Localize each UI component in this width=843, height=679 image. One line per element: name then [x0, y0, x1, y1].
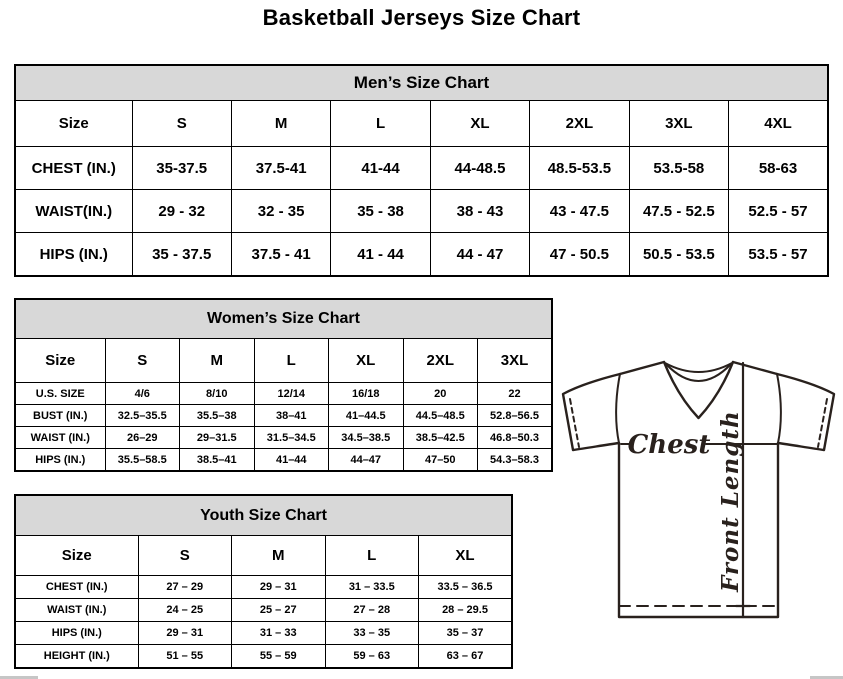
column-header: M	[180, 339, 255, 383]
column-header: S	[132, 101, 231, 147]
column-header: S	[138, 536, 232, 576]
cell-value: 35.5–38	[180, 405, 255, 427]
cell-value: 33.5 – 36.5	[419, 576, 513, 599]
cell-value: 35 – 37	[419, 622, 513, 645]
column-header: M	[232, 536, 326, 576]
cell-value: 53.5-58	[629, 147, 728, 190]
column-header: 2XL	[530, 101, 629, 147]
cell-value: 27 – 29	[138, 576, 232, 599]
row-label: WAIST(IN.)	[15, 190, 132, 233]
table-row	[15, 405, 552, 427]
cell-value: 31 – 33	[232, 622, 326, 645]
cell-value: 43 - 47.5	[530, 190, 629, 233]
table-row	[15, 190, 828, 233]
cell-value: 35 - 38	[331, 190, 430, 233]
cell-value: 47.5 - 52.5	[629, 190, 728, 233]
cell-value: 32 - 35	[231, 190, 330, 233]
column-header: L	[331, 101, 430, 147]
row-label: WAIST (IN.)	[15, 599, 138, 622]
cell-value: 46.8–50.3	[478, 427, 553, 449]
cell-value: 48.5-53.5	[530, 147, 629, 190]
cell-value: 27 – 28	[325, 599, 419, 622]
table-caption: Youth Size Chart	[15, 495, 512, 536]
row-label: HIPS (IN.)	[15, 233, 132, 277]
column-header: XL	[419, 536, 513, 576]
cell-value: 47–50	[403, 449, 478, 472]
table-row	[15, 449, 552, 472]
cell-value: 35 - 37.5	[132, 233, 231, 277]
row-label: BUST (IN.)	[15, 405, 105, 427]
youth-size-chart-table	[14, 494, 513, 669]
column-header: 2XL	[403, 339, 478, 383]
cell-value: 28 – 29.5	[419, 599, 513, 622]
table-caption: Men’s Size Chart	[15, 65, 828, 101]
table-row	[15, 233, 828, 277]
cell-value: 16/18	[329, 383, 404, 405]
row-label: CHEST (IN.)	[15, 147, 132, 190]
cell-value: 38.5–41	[180, 449, 255, 472]
cell-value: 33 – 35	[325, 622, 419, 645]
column-header: M	[231, 101, 330, 147]
cell-value: 8/10	[180, 383, 255, 405]
cell-value: 52.8–56.5	[478, 405, 553, 427]
column-header: Size	[15, 339, 105, 383]
column-header: 3XL	[478, 339, 553, 383]
jersey-measurement-diagram	[556, 354, 843, 631]
cell-value: 22	[478, 383, 553, 405]
row-label: WAIST (IN.)	[15, 427, 105, 449]
cell-value: 20	[403, 383, 478, 405]
cell-value: 41–44	[254, 449, 329, 472]
cell-value: 24 – 25	[138, 599, 232, 622]
column-header: Size	[15, 101, 132, 147]
cell-value: 29 – 31	[138, 622, 232, 645]
cell-value: 44-48.5	[430, 147, 529, 190]
cell-value: 54.3–58.3	[478, 449, 553, 472]
cell-value: 41–44.5	[329, 405, 404, 427]
cell-value: 38.5–42.5	[403, 427, 478, 449]
cell-value: 31.5–34.5	[254, 427, 329, 449]
column-header: L	[325, 536, 419, 576]
row-label: HEIGHT (IN.)	[15, 645, 138, 669]
cell-value: 26–29	[105, 427, 180, 449]
cell-value: 52.5 - 57	[729, 190, 828, 233]
cell-value: 38 - 43	[430, 190, 529, 233]
cell-value: 41 - 44	[331, 233, 430, 277]
cell-value: 53.5 - 57	[729, 233, 828, 277]
column-header: XL	[329, 339, 404, 383]
cell-value: 41-44	[331, 147, 430, 190]
row-label: HIPS (IN.)	[15, 449, 105, 472]
page-title: Basketball Jerseys Size Chart	[262, 5, 581, 30]
column-header: Size	[15, 536, 138, 576]
table-row	[15, 622, 512, 645]
mens-size-chart-table	[14, 64, 829, 277]
cell-value: 29 – 31	[232, 576, 326, 599]
cell-value: 29–31.5	[180, 427, 255, 449]
cell-value: 4/6	[105, 383, 180, 405]
cell-value: 38–41	[254, 405, 329, 427]
cell-value: 51 – 55	[138, 645, 232, 669]
cell-value: 44–47	[329, 449, 404, 472]
cell-value: 47 - 50.5	[530, 233, 629, 277]
table-row	[15, 599, 512, 622]
cell-value: 44 - 47	[430, 233, 529, 277]
table-row	[15, 576, 512, 599]
table-row	[15, 383, 552, 405]
womens-size-chart-table	[14, 298, 553, 472]
cell-value: 37.5-41	[231, 147, 330, 190]
column-header: 4XL	[729, 101, 828, 147]
cell-value: 32.5–35.5	[105, 405, 180, 427]
column-header: 3XL	[629, 101, 728, 147]
table-row	[15, 147, 828, 190]
column-header: L	[254, 339, 329, 383]
chest-label: Chest	[627, 430, 711, 460]
cell-value: 35-37.5	[132, 147, 231, 190]
cell-value: 63 – 67	[419, 645, 513, 669]
table-caption: Women’s Size Chart	[15, 299, 552, 339]
cell-value: 12/14	[254, 383, 329, 405]
row-label: U.S. SIZE	[15, 383, 105, 405]
cell-value: 58-63	[729, 147, 828, 190]
column-header: XL	[430, 101, 529, 147]
cell-value: 44.5–48.5	[403, 405, 478, 427]
cell-value: 29 - 32	[132, 190, 231, 233]
table-row	[15, 427, 552, 449]
cell-value: 31 – 33.5	[325, 576, 419, 599]
cell-value: 50.5 - 53.5	[629, 233, 728, 277]
row-label: CHEST (IN.)	[15, 576, 138, 599]
column-header: S	[105, 339, 180, 383]
cell-value: 35.5–58.5	[105, 449, 180, 472]
table-row	[15, 645, 512, 669]
cell-value: 37.5 - 41	[231, 233, 330, 277]
front-length-label: Front Length	[717, 410, 744, 592]
row-label: HIPS (IN.)	[15, 622, 138, 645]
jersey-outline-icon	[556, 354, 843, 626]
cell-value: 25 – 27	[232, 599, 326, 622]
cell-value: 55 – 59	[232, 645, 326, 669]
cell-value: 34.5–38.5	[329, 427, 404, 449]
cell-value: 59 – 63	[325, 645, 419, 669]
